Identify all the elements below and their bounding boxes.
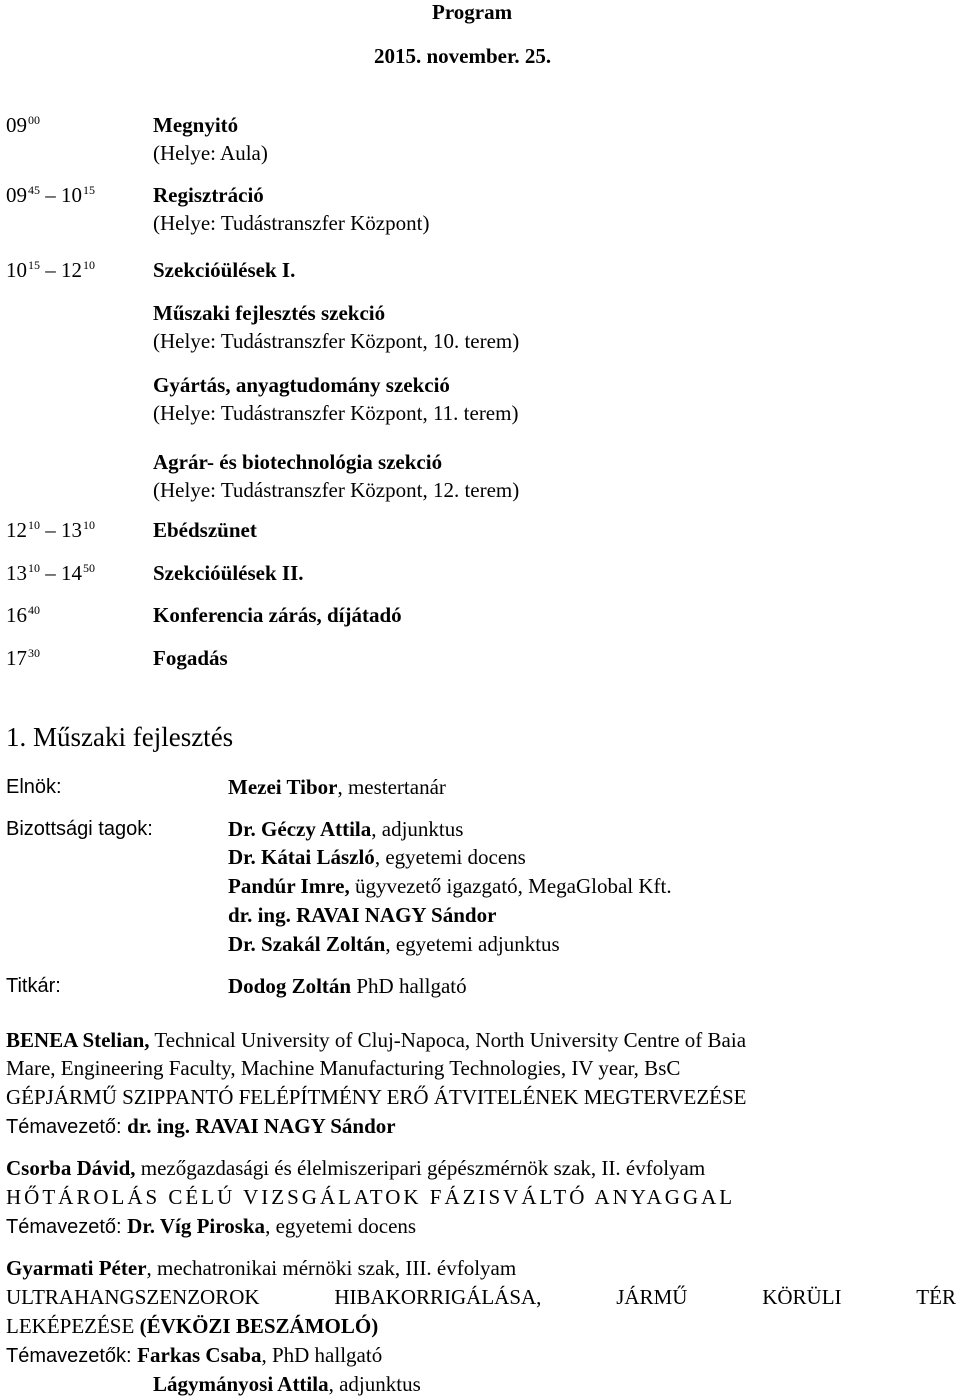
- schedule-time: $13^{10} - 14^{50}$: [6, 561, 95, 585]
- schedule-title: Ebédszünet: [153, 518, 257, 542]
- schedule-time: $10^{15} - 12^{10}$: [6, 258, 95, 282]
- committee-member: Dr. Kátai László, egyetemi docens: [228, 845, 526, 869]
- presenter: Gyarmati Péter, mechatronikai mérnöki szak, III. évfolyam: [6, 1256, 517, 1280]
- section-location: (Helye: Tudástranszfer Központ, 11. terem): [153, 401, 519, 425]
- secretary: Dodog Zoltán PhD hallgató: [228, 974, 467, 998]
- schedule-title: Szekcióülések I.: [153, 258, 296, 282]
- schedule-time: $09^{45} - 10^{15}$: [6, 183, 95, 207]
- section-location: (Helye: Tudástranszfer Központ, 12. terem): [153, 478, 520, 502]
- schedule-time: $17^{30}$: [6, 646, 40, 670]
- page-title: Program: [432, 0, 513, 24]
- schedule-time: $12^{10} - 13^{10}$: [6, 518, 95, 542]
- presenter: BENEA Stelian, Technical University of Cluj-Napoca, North University Centre of Baia: [6, 1028, 747, 1052]
- presenter-affiliation: Mare, Engineering Faculty, Machine Manufacturing Technologies, IV year, BsC: [6, 1056, 681, 1080]
- schedule-title: Fogadás: [153, 646, 228, 670]
- schedule-location: (Helye: Aula): [153, 141, 268, 165]
- section-name: Gyártás, anyagtudomány szekció: [153, 373, 450, 397]
- committee-label: Bizottsági tagok:: [6, 818, 153, 840]
- schedule-title: Szekcióülések II.: [153, 561, 304, 585]
- presentation-title: HŐTÁROLÁS CÉLÚ VIZSGÁLATOK FÁZISVÁLTÓ ANYAGGAL: [6, 1185, 736, 1209]
- presentation-title-continued: LEKÉPEZÉSE (ÉVKÖZI BESZÁMOLÓ): [6, 1314, 379, 1338]
- section-location: (Helye: Tudástranszfer Központ, 10. terem): [153, 329, 520, 353]
- section-name: Agrár- és biotechnológia szekció: [153, 450, 443, 474]
- supervisor: Témavezető: dr. ing. RAVAI NAGY Sándor: [6, 1114, 396, 1138]
- presenter: Csorba Dávid, mezőgazdasági és élelmiszeripari gépészmérnök szak, II. évfolyam: [6, 1156, 706, 1180]
- chair-label: Elnök:: [6, 776, 62, 798]
- schedule-location: (Helye: Tudástranszfer Központ): [153, 211, 430, 235]
- supervisor: Témavezetők: Farkas Csaba, PhD hallgató: [6, 1343, 383, 1367]
- committee-member: Dr. Géczy Attila, adjunktus: [228, 817, 464, 841]
- schedule-title: Regisztráció: [153, 183, 264, 207]
- schedule-time: $09^{00}$: [6, 113, 40, 137]
- supervisor: Témavezető: Dr. Víg Piroska, egyetemi docens: [6, 1214, 417, 1238]
- committee-member: Pandúr Imre, ügyvezető igazgató, MegaGlobal Kft.: [228, 874, 672, 898]
- presentation-title: ULTRAHANGSZENZOROK HIBAKORRIGÁLÁSA, JÁRMŰ KÖRÜLI TÉR: [6, 1285, 956, 1309]
- schedule-title: Megnyitó: [153, 113, 239, 137]
- event-date: 2015. november. 25.: [374, 44, 552, 68]
- schedule-title: Konferencia zárás, díjátadó: [153, 603, 402, 627]
- supervisor: Lágymányosi Attila, adjunktus: [153, 1372, 421, 1396]
- section-name: Műszaki fejlesztés szekció: [153, 301, 386, 325]
- schedule-time: $16^{40}$: [6, 603, 40, 627]
- presentation-title: GÉPJÁRMŰ SZIPPANTÓ FELÉPÍTMÉNY ERŐ ÁTVITELÉNEK MEGTERVEZÉSE: [6, 1085, 747, 1109]
- chair: Mezei Tibor, mestertanár: [228, 775, 446, 799]
- secretary-label: Titkár:: [6, 975, 61, 997]
- section-heading: 1. Műszaki fejlesztés: [6, 722, 234, 752]
- committee-member: dr. ing. RAVAI NAGY Sándor: [228, 903, 497, 927]
- committee-member: Dr. Szakál Zoltán, egyetemi adjunktus: [228, 932, 560, 956]
